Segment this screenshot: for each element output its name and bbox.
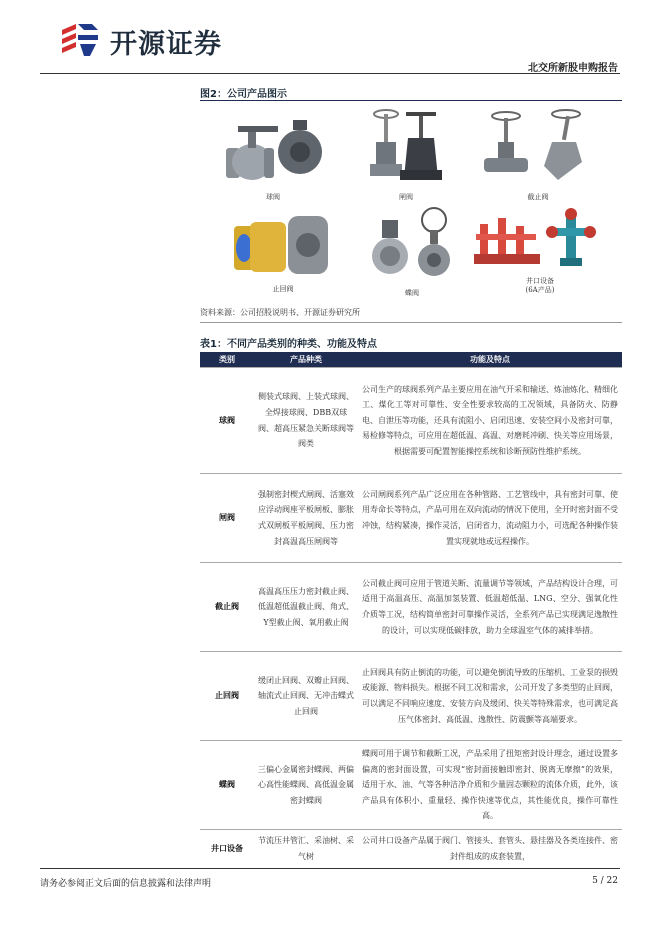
product-butterfly-valve bbox=[362, 206, 462, 298]
logo-text: 开源证券 bbox=[110, 29, 222, 60]
product-wellhead-equipment bbox=[470, 204, 610, 296]
features-cell: 公司井口设备产品属于阀门、管接头、套管头、悬挂器及各类连接件、密封件组成的成套装置， bbox=[358, 830, 622, 868]
types-cell: 缓闭止回阀、双瓣止回阀、轴流式止回阀、无冲击蝶式止回阀 bbox=[254, 652, 358, 741]
product-ball-valve bbox=[218, 110, 328, 202]
report-type: 北交所新股申购报告 bbox=[528, 63, 618, 74]
product-label: 蝶阀 bbox=[405, 289, 419, 297]
features-cell: 公司截止阀可应用于管道关断、流量调节等领域，产品结构设计合理，可适用于高温高压、高温加氢装置、低温超低温、LNG、空分、强氧化性介质等工况，结构简单密封可靠操作灵活，全系列产品已实现满足逸散性的设计，可以实现低碳排放，助力全球温室气体的减排举措。 bbox=[358, 563, 622, 652]
table-row bbox=[200, 368, 622, 474]
column-header: 产品种类 bbox=[254, 352, 358, 368]
product-globe-valve bbox=[478, 106, 598, 202]
features-cell: 止回阀具有防止倒流的功能，可以避免倒流导致的压缩机、工业泵的损毁或能源、物料损失。根据不同工况和需求，公司开发了多类型的止回阀，可以满足不同响应速度、安装方向及缓闭、快关等特殊需求，也可满足高压气体密封、高低温、逸散性、防震颤等高端要求。 bbox=[358, 652, 622, 741]
source-divider bbox=[200, 322, 622, 323]
category-cell: 止回阀 bbox=[200, 652, 254, 741]
ball-valve-icon bbox=[218, 110, 328, 190]
table-row bbox=[200, 652, 622, 741]
category-cell: 球阀 bbox=[200, 368, 254, 474]
butterfly-valve-icon bbox=[362, 206, 462, 286]
category-cell: 井口设备 bbox=[200, 830, 254, 868]
column-header: 功能及特点 bbox=[358, 352, 622, 368]
gate-valve-icon bbox=[356, 106, 456, 190]
wellhead-sub-note: (6A产品) bbox=[525, 286, 555, 295]
product-gate-valve bbox=[356, 106, 456, 202]
product-label: 止回阀 bbox=[272, 285, 294, 293]
category-cell: 蝶阀 bbox=[200, 741, 254, 830]
table-row bbox=[200, 741, 622, 830]
types-cell: 三偏心金属密封蝶阀、两偏心高性能蝶阀、高低温金属密封蝶阀 bbox=[254, 741, 358, 830]
types-cell: 侧装式球阀、上装式球阀、全焊接球阀、DBB双球阀、超高压紧急关断球阀等阀类 bbox=[254, 368, 358, 474]
wellhead-equipment-icon bbox=[470, 204, 610, 274]
figure-source: 资料来源：公司招股说明书、开源证券研究所 bbox=[200, 308, 360, 317]
table-header-row bbox=[200, 352, 622, 368]
globe-valve-icon bbox=[478, 106, 598, 190]
product-label: 球阀 bbox=[266, 193, 280, 201]
product-label bbox=[470, 277, 610, 296]
check-valve-icon bbox=[228, 212, 338, 282]
product-label: 闸阀 bbox=[399, 193, 413, 201]
product-table bbox=[200, 352, 622, 868]
category-cell: 截止阀 bbox=[200, 563, 254, 652]
table-row bbox=[200, 474, 622, 563]
category-cell: 闸阀 bbox=[200, 474, 254, 563]
types-cell: 节流压井管汇、采油树、采气树 bbox=[254, 830, 358, 868]
product-label: 截止阀 bbox=[527, 193, 549, 201]
figure-caption-rule bbox=[200, 100, 622, 101]
features-cell: 公司闸阀系列产品广泛应用在各种管路、工艺管线中，具有密封可靠、使用寿命长等特点，产品可用在双向流动的情况下使用，全开时密封面不受冲蚀，结构紧凑，操作灵活，启闭省力，流动阻力小，可选配各种操作装置实现就地或远程操作。 bbox=[358, 474, 622, 563]
column-header: 类别 bbox=[200, 352, 254, 368]
table-row bbox=[200, 830, 622, 868]
page-number: 5 / 22 bbox=[592, 876, 618, 886]
header-divider bbox=[40, 73, 620, 74]
footer-disclaimer: 请务必参阅正文后面的信息披露和法律声明 bbox=[40, 879, 212, 889]
features-cell: 公司生产的球阀系列产品主要应用在油气开采和输送、炼油炼化、精细化工、煤化工等对可靠性、安全性要求较高的工况领域，具备防火、防静电、自泄压等功能，还具有流阻小、启闭迅速、安装空间小及密封可靠，易检修等特点，可应用在超低温、高温、对磨耗冲刷、快关等应用场景，根据需要可配置智能操控系统和诊断预防性维护系统。 bbox=[358, 368, 622, 474]
product-check-valve bbox=[228, 212, 338, 294]
table-row bbox=[200, 563, 622, 652]
footer-divider bbox=[40, 868, 620, 869]
types-cell: 强制密封楔式闸阀、活塞效应浮动阀座平板闸板、膨胀式双闸板平板闸阀、压力密封高温高压闸阀等 bbox=[254, 474, 358, 563]
features-cell: 蝶阀可用于调节和截断工况，产品采用了扭矩密封设计理念，通过设置多偏离的密封面设置，可实现“密封面接触即密封、脱离无摩擦”的效果，适用于水、油、气等各种洁净介质和少量固态颗粒的流体介质，此外，该产品具有体积小、重量轻、操作快速等优点，其性能优良，操作可靠性高。 bbox=[358, 741, 622, 830]
wellhead-label: 井口设备 bbox=[526, 277, 554, 285]
types-cell: 高温高压压力密封截止阀、低温超低温截止阀、角式、Y型截止阀、氧用截止阀 bbox=[254, 563, 358, 652]
figure-caption: 图2：公司产品图示 bbox=[200, 89, 287, 100]
table-caption: 表1：不同产品类别的种类、功能及特点 bbox=[200, 339, 377, 350]
logo-mark-icon bbox=[58, 20, 102, 60]
product-figure bbox=[200, 106, 622, 300]
company-logo bbox=[58, 20, 248, 60]
